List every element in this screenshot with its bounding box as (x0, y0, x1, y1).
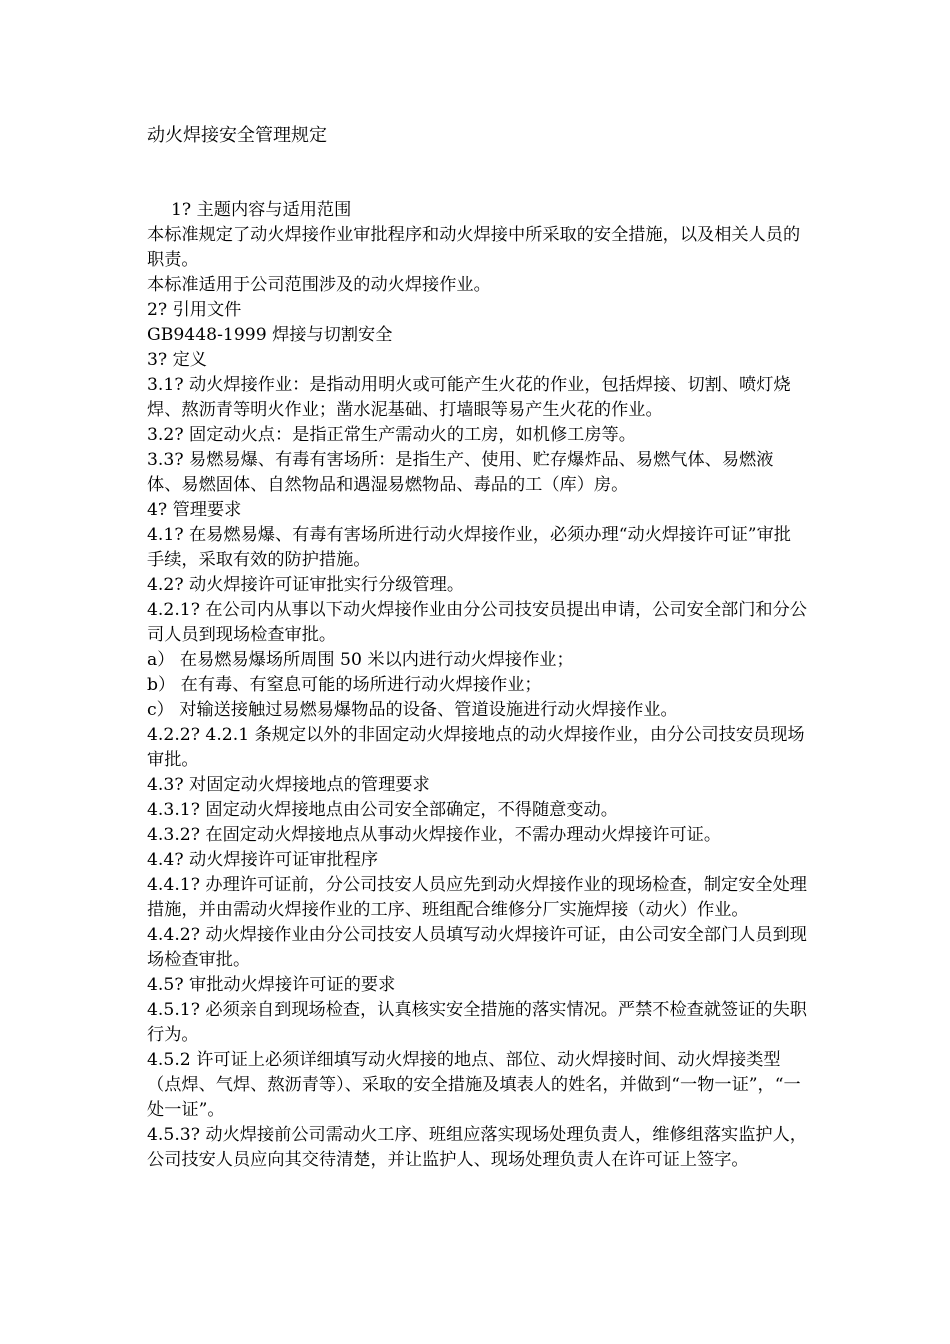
paragraph-4-3-2: 4.3.2? 在固定动火焊接地点从事动火焊接作业，不需办理动火焊接许可证。 (147, 825, 722, 845)
paragraph-reference: GB9448-1999 焊接与切割安全 (147, 325, 393, 345)
paragraph-4-2-1: 4.2.1? 在公司内从事以下动火焊接作业由分公司技安员提出申请，公司安全部门和分公司人员到现场检查审批。 (147, 600, 807, 645)
paragraph-def-3-3: 3.3? 易燃易爆、有毒有害场所：是指生产、使用、贮存爆炸品、易燃气体、易燃液体、易燃固体、自然物品和遇湿易燃物品、毒品的工（库）房。 (147, 450, 774, 495)
section-heading-1: 1? 主题内容与适用范围 (171, 200, 352, 220)
section-heading-4: 4? 管理要求 (147, 500, 242, 520)
paragraph-4-3: 4.3? 对固定动火焊接地点的管理要求 (147, 775, 430, 795)
paragraph-4-2: 4.2? 动火焊接许可证审批实行分级管理。 (147, 575, 465, 595)
paragraph-4-4-2: 4.4.2? 动火焊接作业由分公司技安人员填写动火焊接许可证，由公司安全部门人员到现场检查审批。 (147, 925, 807, 970)
list-item-c: c） 对输送接触过易燃易爆物品的设备、管道设施进行动火焊接作业。 (147, 700, 678, 720)
document-body (147, 198, 807, 1173)
paragraph-4-4-1: 4.4.1? 办理许可证前，分公司技安人员应先到动火焊接作业的现场检查，制定安全处理措施，并由需动火焊接作业的工序、班组配合维修分厂实施焊接（动火）作业。 (147, 875, 807, 920)
paragraph-scope: 本标准规定了动火焊接作业审批程序和动火焊接中所采取的安全措施，以及相关人员的职责。 (147, 225, 801, 270)
paragraph-def-3-1: 3.1? 动火焊接作业：是指动用明火或可能产生火花的作业，包括焊接、切割、喷灯烧焊、熬沥青等明火作业；凿水泥基础、打墙眼等易产生火花的作业。 (147, 375, 791, 420)
paragraph-4-3-1: 4.3.1? 固定动火焊接地点由公司安全部确定，不得随意变动。 (147, 800, 618, 820)
document-title: 动火焊接安全管理规定 (147, 125, 327, 146)
paragraph-4-5: 4.5? 审批动火焊接许可证的要求 (147, 975, 396, 995)
paragraph-4-5-3: 4.5.3? 动火焊接前公司需动火工序、班组应落实现场处理负责人，维修组落实监护人，公司技安人员应向其交待清楚，并让监护人、现场处理负责人在许可证上签字。 (147, 1125, 807, 1170)
paragraph-4-5-2: 4.5.2 许可证上必须详细填写动火焊接的地点、部位、动火焊接时间、动火焊接类型（点焊、气焊、熬沥青等）、采取的安全措施及填表人的姓名，并做到“一物一证”，“一处一证”。 (147, 1050, 801, 1120)
list-item-a: a） 在易燃易爆场所周围 50 米以内进行动火焊接作业； (147, 650, 574, 670)
paragraph-4-1: 4.1? 在易燃易爆、有毒有害场所进行动火焊接作业，必须办理“动火焊接许可证”审批手续，采取有效的防护措施。 (147, 525, 791, 570)
section-heading-2: 2? 引用文件 (147, 300, 242, 320)
paragraph-4-5-1: 4.5.1? 必须亲自到现场检查，认真核实安全措施的落实情况。严禁不检查就签证的失职行为。 (147, 1000, 807, 1045)
list-item-b: b） 在有毒、有窒息可能的场所进行动火焊接作业； (147, 675, 542, 695)
section-heading-3: 3? 定义 (147, 350, 207, 370)
paragraph-def-3-2: 3.2? 固定动火点：是指正常生产需动火的工房，如机修工房等。 (147, 425, 636, 445)
paragraph-4-4: 4.4? 动火焊接许可证审批程序 (147, 850, 379, 870)
paragraph-applicability: 本标准适用于公司范围涉及的动火焊接作业。 (147, 275, 491, 295)
paragraph-4-2-2: 4.2.2? 4.2.1 条规定以外的非固定动火焊接地点的动火焊接作业，由分公司技安员现场审批。 (147, 725, 805, 770)
